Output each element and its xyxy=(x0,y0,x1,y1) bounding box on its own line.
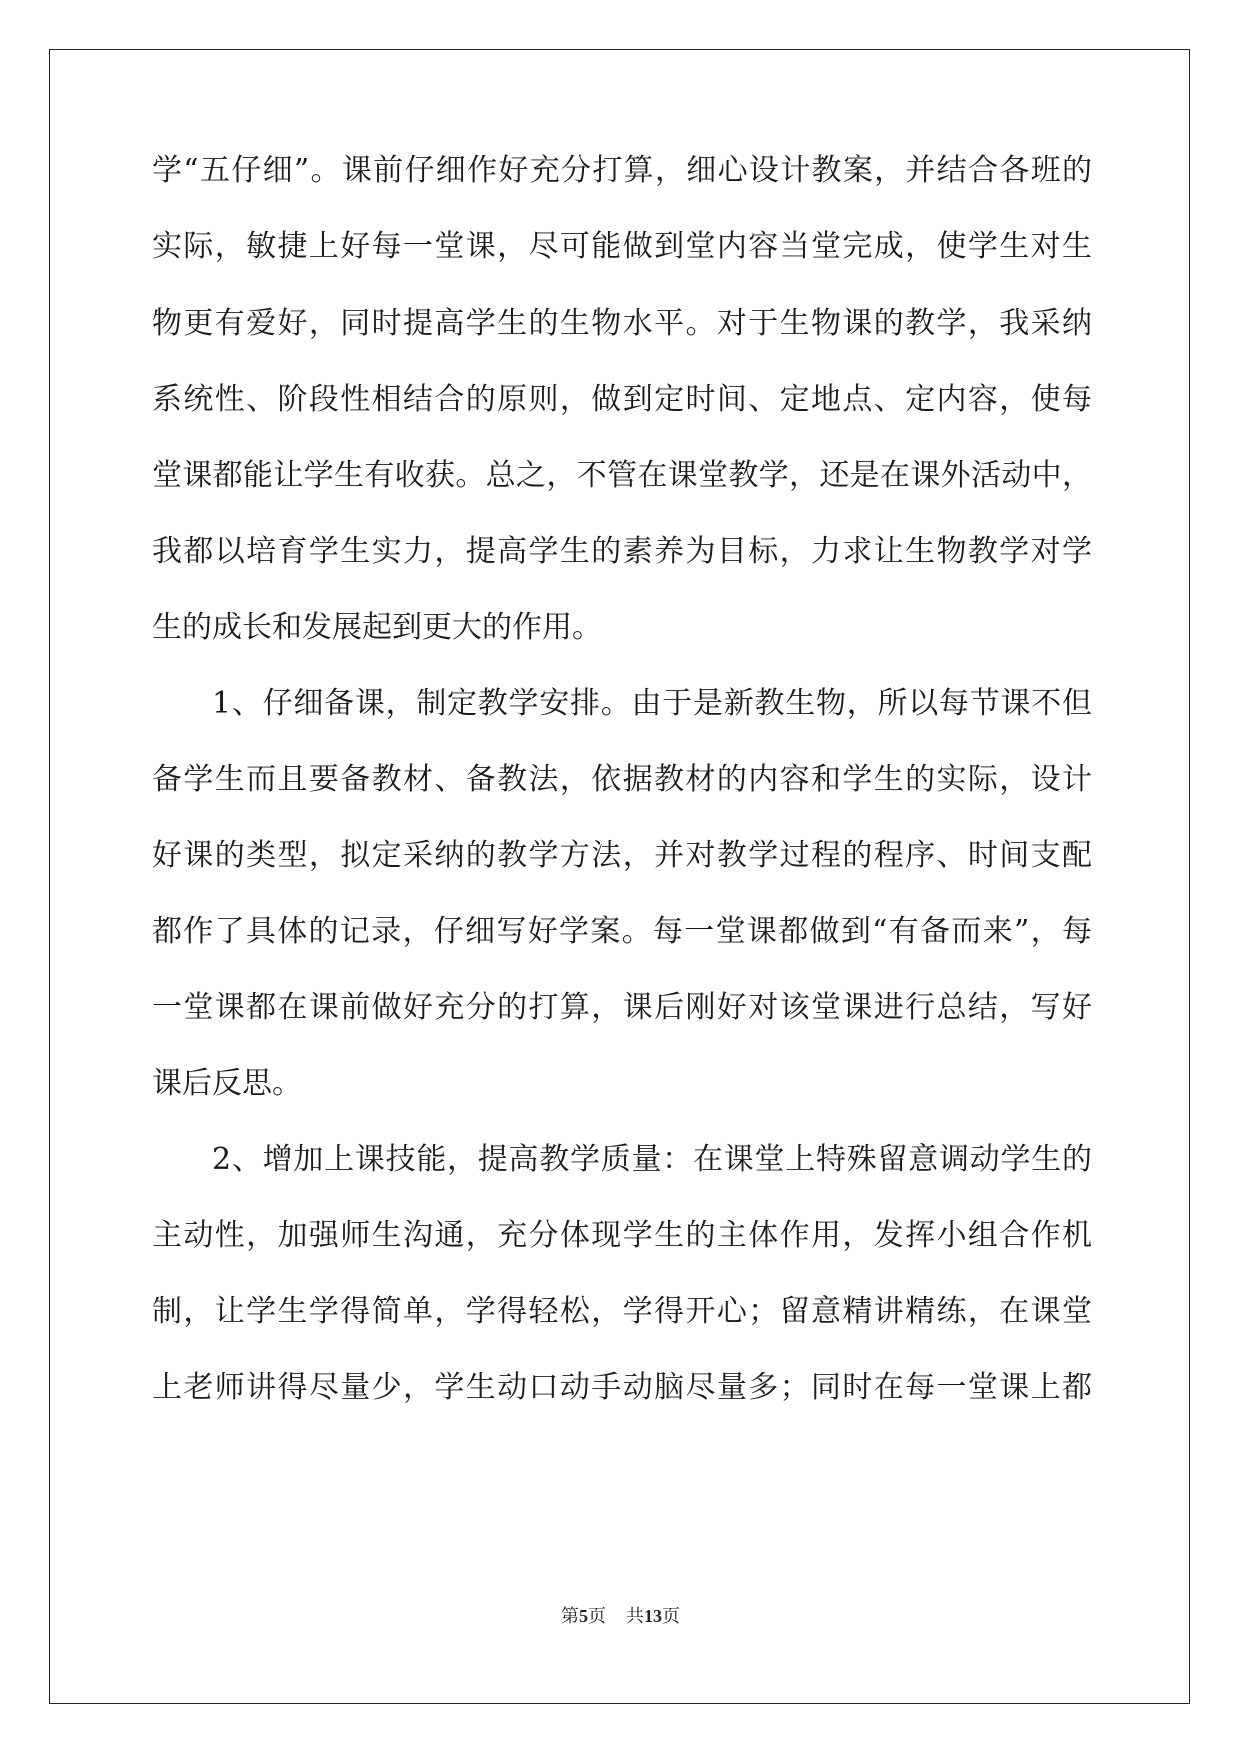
text-line: 学“五仔细”。课前仔细作好充分打算，细心设计教案，并结合各班的 xyxy=(152,153,1092,188)
page-footer xyxy=(0,1604,1241,1629)
total-prefix: 共 xyxy=(626,1606,644,1627)
total-suffix: 页 xyxy=(662,1606,680,1627)
text-line: 都作了具体的记录，仔细写好学案。每一堂课都做到“有备而来”，每 xyxy=(152,914,1092,949)
text-line: 一堂课都在课前做好充分的打算，课后刚好对该堂课进行总结，写好 xyxy=(152,990,1092,1025)
text-line: 上老师讲得尽量少，学生动口动手动脑尽量多；同时在每一堂课上都 xyxy=(152,1370,1092,1405)
text-line: 堂课都能让学生有收获。总之，不管在课堂教学，还是在课外活动中， xyxy=(152,458,1092,493)
text-line: 实际，敏捷上好每一堂课，尽可能做到堂内容当堂完成，使学生对生 xyxy=(152,229,1092,264)
page-border xyxy=(49,49,1190,1704)
paragraph-1-first-line: 1、仔细备课，制定教学安排。由于是新教生物，所以每节课不但 xyxy=(212,686,1092,721)
text-line: 备学生而且要备教材、备教法，依据教材的内容和学生的实际，设计 xyxy=(152,762,1092,797)
page-number: 5 xyxy=(579,1606,588,1626)
page-prefix: 第 xyxy=(561,1606,579,1627)
text-line: 好课的类型，拟定采纳的教学方法，并对教学过程的程序、时间支配 xyxy=(152,838,1092,873)
text-line: 我都以培育学生实力，提高学生的素养为目标，力求让生物教学对学 xyxy=(152,534,1092,569)
text-line: 主动性，加强师生沟通，充分体现学生的主体作用，发挥小组合作机 xyxy=(152,1218,1092,1253)
text-line: 物更有爱好，同时提高学生的生物水平。对于生物课的教学，我采纳 xyxy=(152,306,1092,341)
paragraph-2-first-line: 2、增加上课技能，提高教学质量：在课堂上特殊留意调动学生的 xyxy=(212,1142,1092,1177)
total-pages: 13 xyxy=(644,1606,662,1626)
text-line: 系统性、阶段性相结合的原则，做到定时间、定地点、定内容，使每 xyxy=(152,382,1092,417)
text-line: 课后反思。 xyxy=(152,1066,302,1101)
text-line: 生的成长和发展起到更大的作用。 xyxy=(152,610,602,645)
text-line: 制，让学生学得简单，学得轻松，学得开心；留意精讲精练，在课堂 xyxy=(152,1294,1092,1329)
page-suffix: 页 xyxy=(588,1606,606,1627)
